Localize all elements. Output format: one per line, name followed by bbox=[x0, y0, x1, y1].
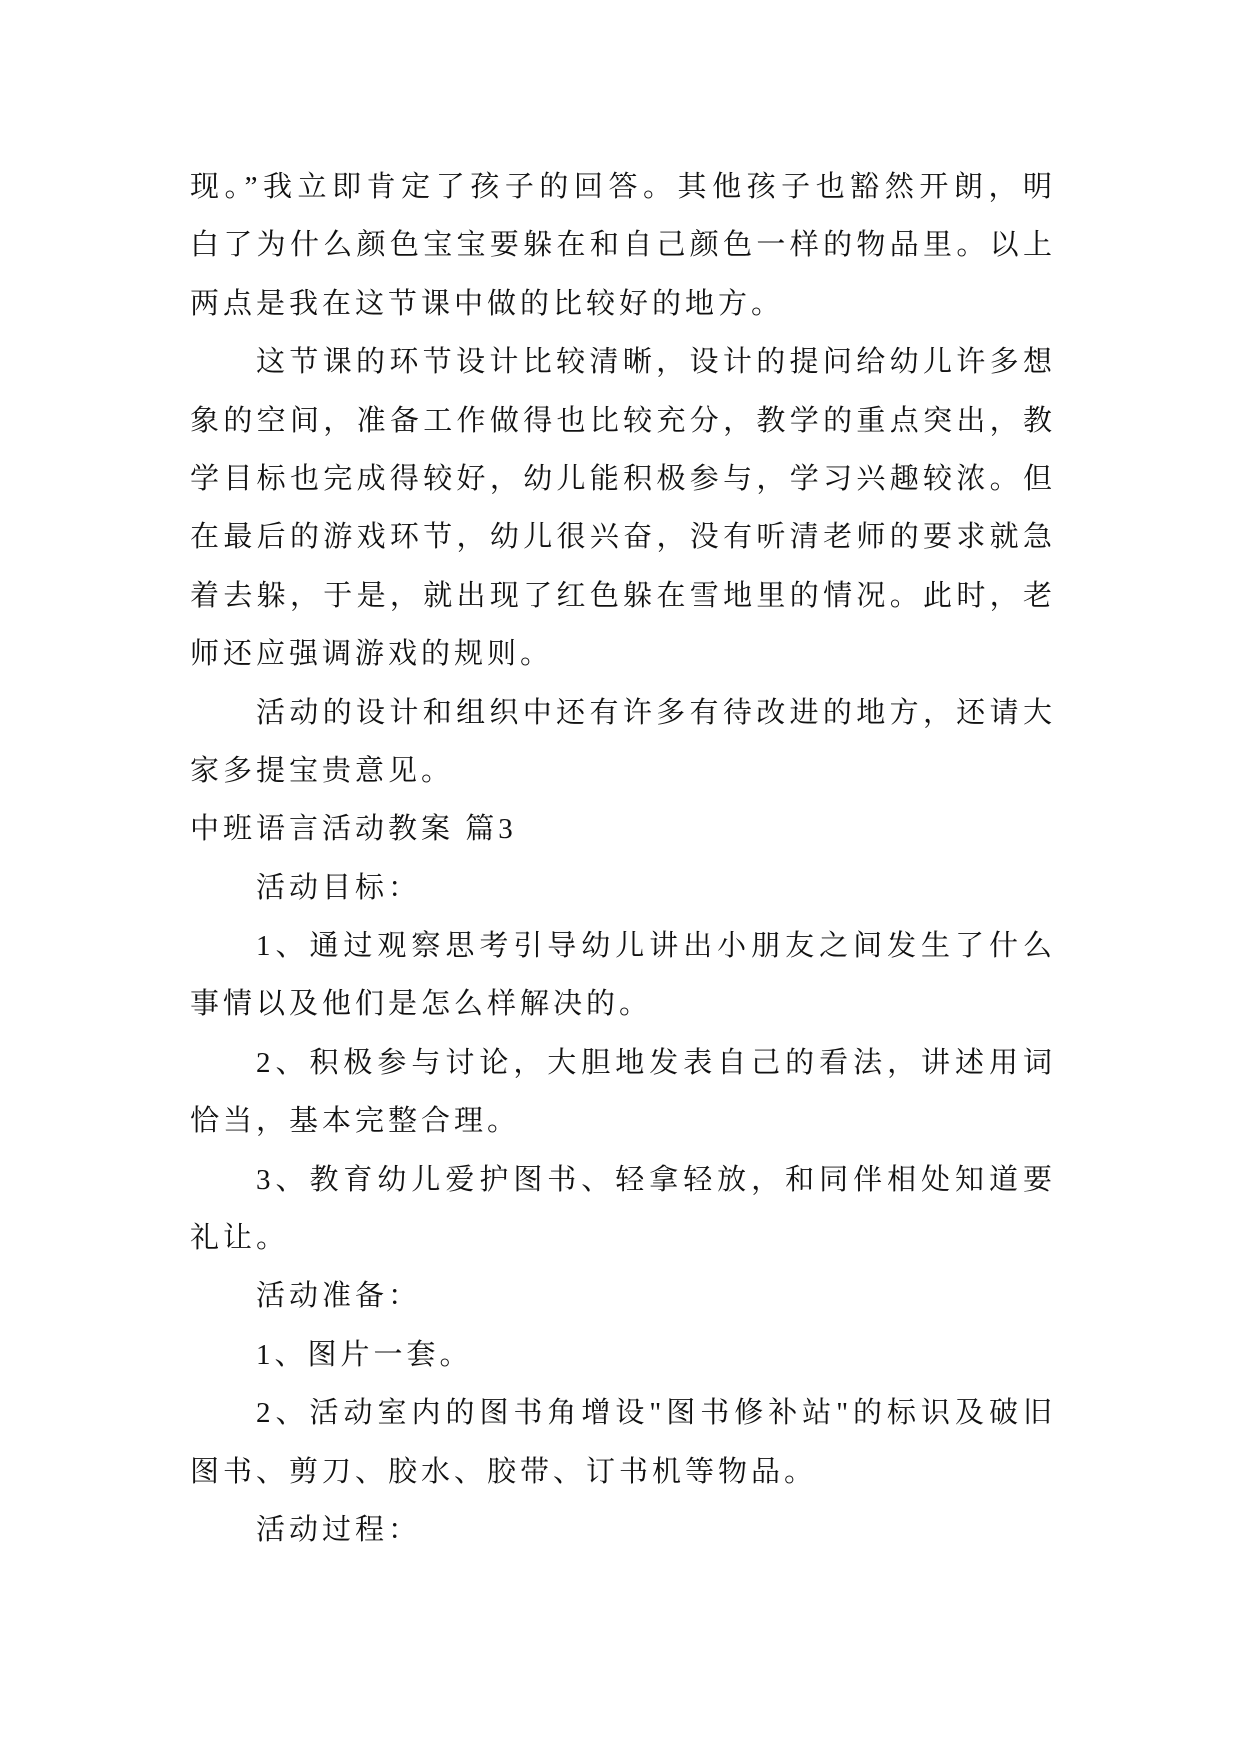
text-line: 象的空间，准备工作做得也比较充分，教学的重点突出，教 bbox=[190, 404, 1056, 437]
text-line: 两点是我在这节课中做的比较好的地方。 bbox=[190, 287, 785, 320]
goal-item bbox=[190, 1151, 1056, 1268]
text-line: 现。”我立即肯定了孩子的回答。其他孩子也豁然开朗，明 bbox=[190, 171, 1056, 203]
text-line: 2、积极参与讨论，大胆地发表自己的看法，讲述用词 bbox=[256, 1046, 1056, 1079]
goals-title: 活动目标： bbox=[256, 871, 422, 904]
text-line: 着去躲，于是，就出现了红色躲在雪地里的情况。此时，老 bbox=[190, 579, 1056, 612]
text-line: 活动的设计和组织中还有许多有待改进的地方，还请大 bbox=[256, 696, 1056, 729]
goal-item bbox=[190, 1034, 1056, 1151]
text-line: 2、活动室内的图书角增设"图书修补站"的标识及破旧 bbox=[256, 1397, 1056, 1430]
preparation-title: 活动准备： bbox=[256, 1280, 422, 1313]
text-line: 1、图片一套。 bbox=[256, 1338, 473, 1371]
text-line: 事情以及他们是怎么样解决的。 bbox=[190, 988, 653, 1021]
process-title: 活动过程： bbox=[256, 1513, 422, 1546]
text-line: 家多提宝贵意见。 bbox=[190, 754, 455, 787]
text-line: 在最后的游戏环节，幼儿很兴奋，没有听清老师的要求就急 bbox=[190, 521, 1056, 554]
paragraph bbox=[190, 684, 1056, 801]
text-line: 学目标也完成得较好，幼儿能积极参与，学习兴趣较浓。但 bbox=[190, 462, 1056, 495]
text-line: 恰当，基本完整合理。 bbox=[190, 1105, 521, 1138]
text-line: 1、通过观察思考引导幼儿讲出小朋友之间发生了什么 bbox=[256, 930, 1056, 963]
text-line: 这节课的环节设计比较清晰，设计的提问给幼儿许多想 bbox=[256, 346, 1056, 379]
preparation-item bbox=[190, 1326, 1056, 1384]
text-line: 图书、剪刀、胶水、胶带、订书机等物品。 bbox=[190, 1455, 818, 1488]
goal-item bbox=[190, 917, 1056, 1034]
text-line: 3、教育幼儿爱护图书、轻拿轻放，和同伴相处知道要 bbox=[256, 1163, 1056, 1196]
text-line: 师还应强调游戏的规则。 bbox=[190, 638, 554, 671]
section-heading: 中班语言活动教案 篇3 bbox=[190, 813, 517, 846]
page-text bbox=[190, 158, 1056, 1559]
text-line: 白了为什么颜色宝宝要躲在和自己颜色一样的物品里。以上 bbox=[190, 229, 1056, 262]
preparation-item bbox=[190, 1384, 1056, 1501]
paragraph bbox=[190, 158, 1056, 333]
text-line: 礼让。 bbox=[190, 1222, 290, 1255]
paragraph bbox=[190, 333, 1056, 683]
